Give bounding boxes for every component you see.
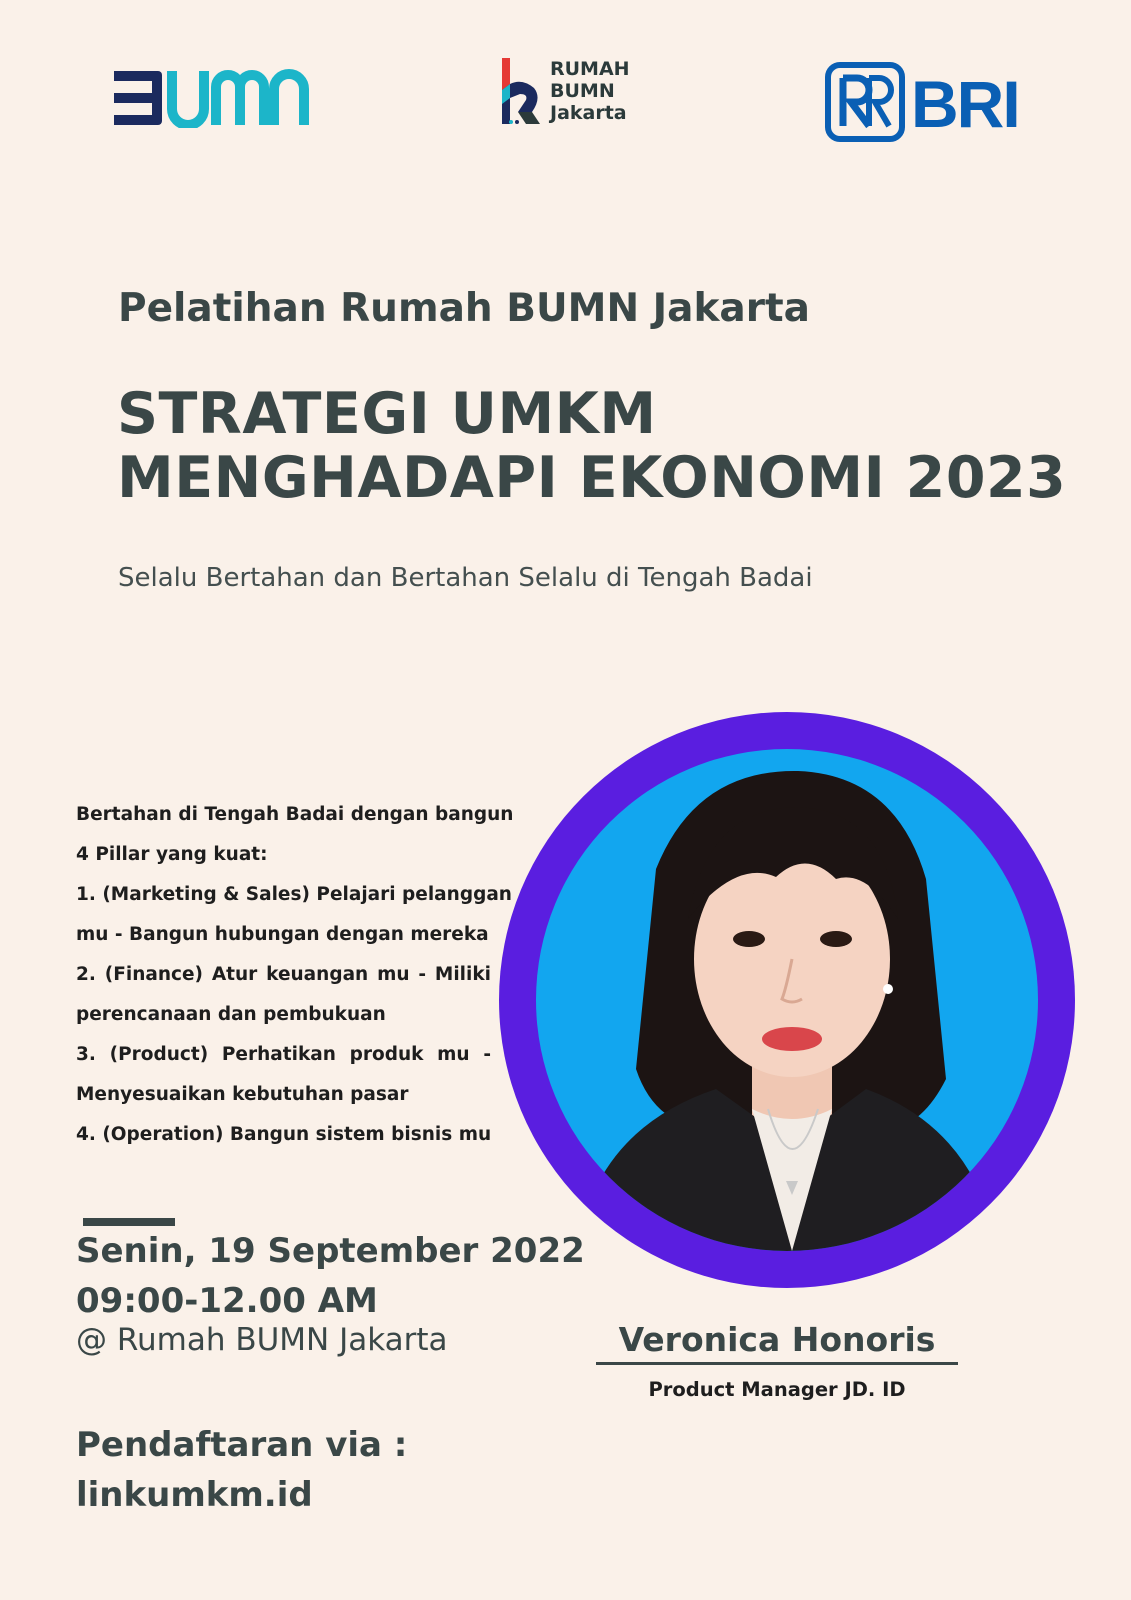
pillar-2-cont: perencanaan dan pembukuan bbox=[76, 1004, 386, 1025]
event-location: @ Rumah BUMN Jakarta bbox=[76, 1322, 448, 1358]
bumn-logo-mark bbox=[114, 68, 310, 128]
rumah-logo-line2: BUMN bbox=[550, 80, 615, 102]
event-title-line1: STRATEGI UMKM bbox=[117, 381, 657, 447]
speaker-portrait-illustration bbox=[536, 749, 1038, 1251]
event-subtitle: Selalu Bertahan dan Bertahan Selalu di Tengah Badai bbox=[118, 563, 813, 593]
pillars-intro: Bertahan di Tengah Badai dengan bangun bbox=[76, 804, 514, 825]
rumah-logo-line1: RUMAH bbox=[550, 58, 630, 80]
speaker-photo-ring bbox=[499, 712, 1075, 1288]
speaker-name: Veronica Honoris bbox=[618, 1320, 936, 1359]
pillars-list bbox=[76, 795, 514, 1155]
bri-wordmark: BRI bbox=[911, 67, 1019, 141]
speaker-photo bbox=[536, 749, 1038, 1251]
bri-emblem bbox=[825, 62, 905, 142]
event-time: 09:00-12.00 AM bbox=[76, 1281, 378, 1321]
rumah-bumn-logo bbox=[498, 54, 648, 130]
pillars-intro-2: 4 Pillar yang kuat: bbox=[76, 844, 268, 865]
pillar-4: 4. (Operation) Bangun sistem bisnis mu bbox=[76, 1124, 492, 1145]
schedule-divider bbox=[83, 1218, 175, 1226]
rumah-logo-line3: Jakarta bbox=[550, 102, 627, 124]
event-title bbox=[117, 382, 1066, 510]
registration-label: Pendaftaran via : bbox=[76, 1425, 408, 1465]
event-title-line2: MENGHADAPI EKONOMI 2023 bbox=[117, 445, 1067, 511]
pillar-1-cont: mu - Bangun hubungan dengan mereka bbox=[76, 924, 489, 945]
pillar-3-cont: Menyesuaikan kebutuhan pasar bbox=[76, 1084, 409, 1105]
bri-logo bbox=[825, 62, 1035, 142]
speaker-role: Product Manager JD. ID bbox=[648, 1378, 906, 1401]
schedule-when bbox=[76, 1226, 585, 1326]
pillar-1: 1. (Marketing & Sales) Pelajari pelanggan bbox=[76, 884, 512, 905]
registration bbox=[76, 1420, 407, 1520]
pillar-3: 3. (Product) Perhatikan produk mu - bbox=[76, 1044, 491, 1065]
bumn-logo bbox=[114, 68, 310, 128]
pillar-2: 2. (Finance) Atur keuangan mu - Miliki bbox=[76, 964, 491, 985]
event-date: Senin, 19 September 2022 bbox=[76, 1231, 585, 1271]
speaker-name-underline bbox=[596, 1362, 958, 1365]
registration-link[interactable]: linkumkm.id bbox=[76, 1475, 313, 1515]
event-kicker: Pelatihan Rumah BUMN Jakarta bbox=[118, 286, 810, 331]
